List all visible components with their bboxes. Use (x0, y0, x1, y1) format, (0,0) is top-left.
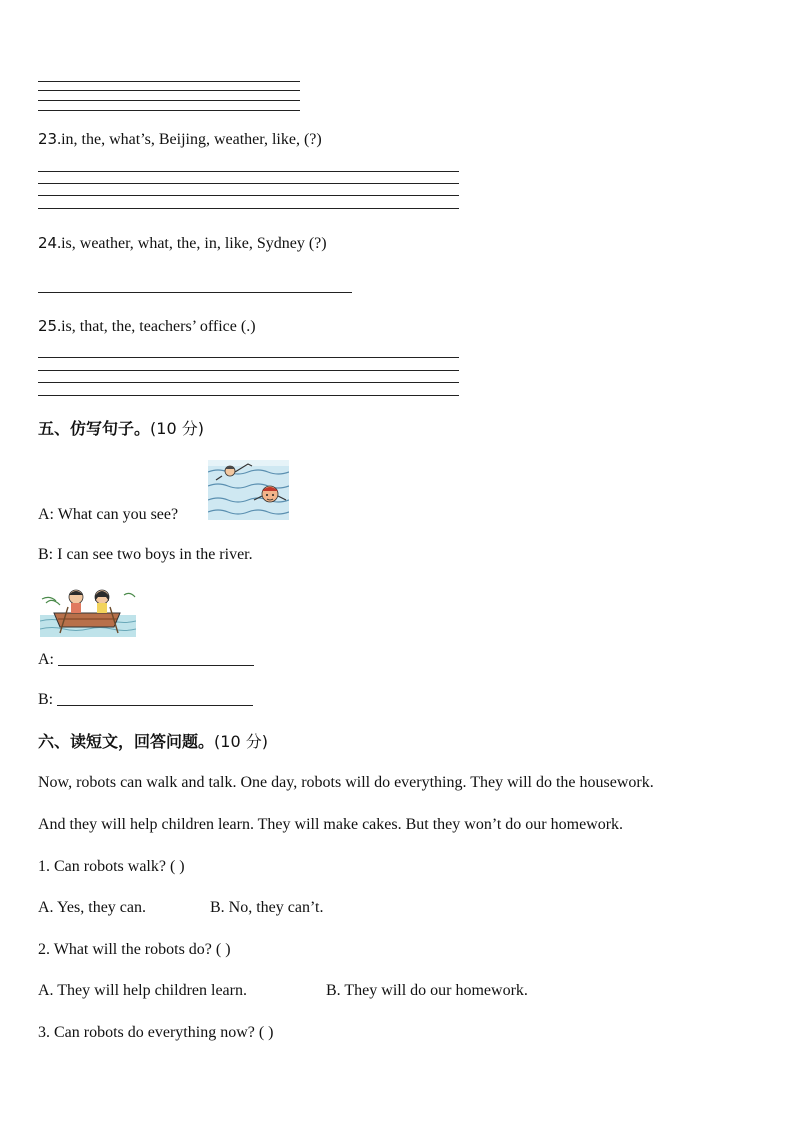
reading-question-1-option-b[interactable]: B. No, they can’t. (210, 899, 324, 916)
swimming-boys-picture (208, 460, 289, 520)
question-25 (38, 316, 256, 337)
question-24 (38, 233, 327, 254)
section-5-title: 五、仿写句子。 (38, 419, 151, 438)
children-in-boat-picture (40, 585, 136, 637)
question-words: .is, that, the, teachers’ office (.) (57, 318, 256, 335)
section-5-blank-b[interactable] (38, 690, 253, 710)
blank-a-line[interactable] (58, 650, 254, 666)
blank-b-label: B: (38, 691, 54, 708)
section-5-score: (10 分) (150, 419, 204, 438)
section-5-example-question: A: What can you see? (38, 506, 179, 523)
passage-line-2: And they will help children learn. They will make cakes. But they won’t do our homework. (38, 816, 624, 833)
reading-question-2: 2. What will the robots do? ( ) (38, 941, 231, 958)
reading-question-1: 1. Can robots walk? ( ) (38, 858, 185, 875)
reading-question-2-option-b[interactable]: B. They will do our homework. (326, 982, 528, 999)
question-number: 23 (38, 130, 58, 148)
question-words: .is, weather, what, the, in, like, Sydney (?) (57, 235, 327, 252)
question-words: .in, the, what’s, Beijing, weather, like, (?) (57, 131, 322, 148)
section-5-heading (38, 419, 204, 439)
section-6-heading (38, 732, 268, 752)
reading-question-2-option-a[interactable]: A. They will help children learn. (38, 982, 247, 999)
section-6-title: 六、读短文，回答问题。 (38, 732, 215, 751)
question-23 (38, 129, 322, 150)
question-number: 25 (38, 317, 58, 335)
passage-line-1: Now, robots can walk and talk. One day, robots will do everything. They will do the housework. (38, 774, 654, 791)
blank-a-label: A: (38, 651, 54, 668)
reading-question-1-option-a[interactable]: A. Yes, they can. (38, 899, 146, 916)
section-6-score: (10 分) (214, 732, 268, 751)
section-5-blank-a[interactable] (38, 650, 254, 670)
reading-question-3: 3. Can robots do everything now? ( ) (38, 1024, 274, 1041)
blank-b-line[interactable] (57, 690, 253, 706)
question-number: 24 (38, 234, 58, 252)
section-5-example-answer: B: I can see two boys in the river. (38, 546, 253, 563)
